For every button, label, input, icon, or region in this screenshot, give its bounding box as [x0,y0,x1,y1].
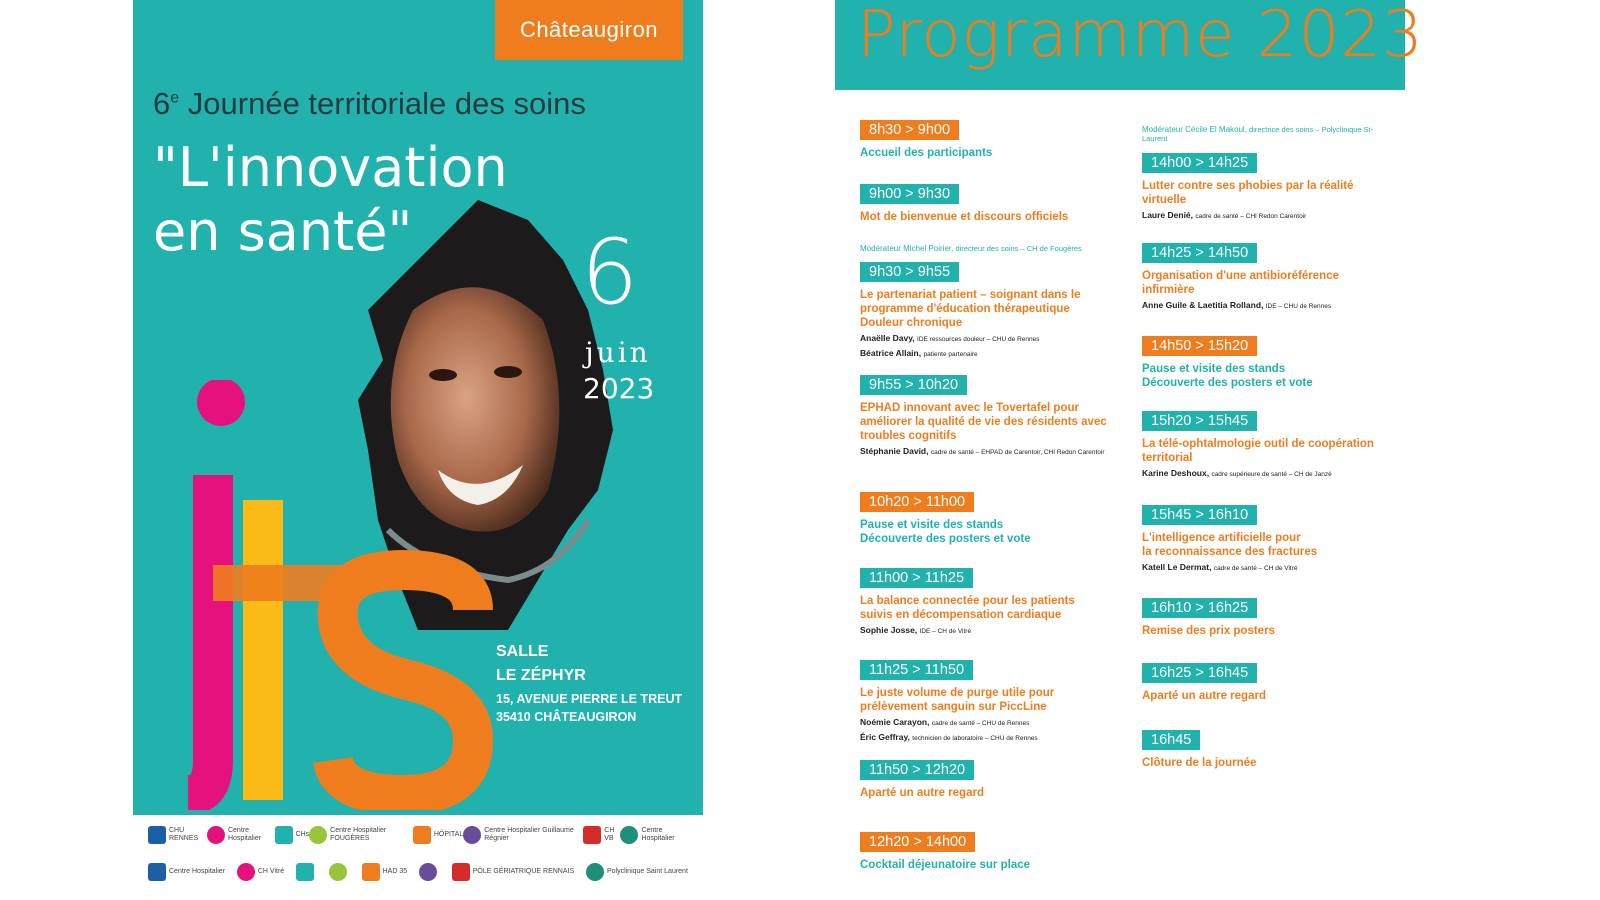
slot-time: 12h20 > 14h00 [860,832,975,852]
event-month: juin [585,336,651,369]
programme-slot [860,120,1110,160]
slot-speaker: Anaëlle Davy, IDE ressources douleur – CHU de Rennes [860,333,1040,343]
slot-speaker: Sophie Josse, IDE – CH de Vitré [860,625,972,635]
slot-time: 16h25 > 16h45 [1142,663,1257,683]
partner-logo-icon [237,863,255,881]
slot-title: Aparté un autre regard [860,787,984,799]
programme-slot [860,262,1110,360]
slot-title: L'intelligence artificielle pour la reconnaissance des fractures [1142,532,1318,558]
event-year: 2023 [583,372,655,405]
slot-title: Pause et visite des stands Découverte des posters et vote [860,519,1031,545]
programme-slot [860,375,1110,458]
slot-speaker: Éric Geffray, technicien de laboratoire – CHU de Rennes [860,732,1038,742]
slot-title: Cocktail déjeunatoire sur place [860,859,1031,871]
slot-speaker: Béatrice Allain, patiente partenaire [860,348,978,358]
partner-logos-row-1 [148,823,688,847]
partner-logo-icon [329,863,347,881]
slot-time: 16h45 [1142,730,1200,750]
programme-slot [860,760,1110,800]
event-poster [133,0,703,815]
partner-logo-icon [148,863,166,881]
partner-logo [296,860,317,884]
jts-logo-art [173,380,503,810]
slot-time: 9h00 > 9h30 [860,184,959,204]
programme-slot [1142,336,1392,390]
slot-time: 8h30 > 9h00 [860,120,959,140]
partner-logo-icon [413,826,431,844]
partner-logo-icon [583,826,601,844]
slot-time: 9h30 > 9h55 [860,262,959,282]
slot-title: Accueil des participants [860,147,993,159]
slot-speaker: Noémie Carayon, cadre de santé – CHU de Rennes [860,717,1030,727]
partner-logo-icon [620,826,638,844]
slot-title: Remise des prix posters [1142,625,1275,637]
programme-slot [1142,411,1392,480]
partner-logos-row-2 [148,860,688,884]
programme-slot [860,184,1110,224]
partner-logo-icon [586,863,604,881]
programme-slot [1142,730,1392,770]
programme-title: Programme 2023 [857,0,1424,72]
slot-speaker: Katell Le Dermat, cadre de santé – CH de Vitré [1142,562,1298,572]
slot-time: 15h20 > 15h45 [1142,411,1257,431]
partner-logo-icon [207,826,225,844]
partner-logo-icon [463,826,481,844]
programme-slot [1142,663,1392,703]
slot-time: 14h50 > 15h20 [1142,336,1257,356]
slot-title: La balance connectée pour les patients suivis en décompensation cardiaque [860,595,1075,621]
slot-speaker: Karine Deshoux, cadre supérieure de santé – CH de Janzé [1142,468,1332,478]
event-name: 6e Journée territoriale des soins [153,86,586,121]
slot-title: Aparté un autre regard [1142,690,1266,702]
programme-slot [860,568,1110,637]
programme-slot [1142,243,1392,312]
partner-logo-icon [452,863,470,881]
programme-slot [860,492,1110,546]
programme-slot [1142,153,1392,222]
partner-logo: Polyclinique Saint Laurent [586,860,688,884]
slot-title: Lutter contre ses phobies par la réalité virtuelle [1142,180,1354,206]
partner-logo-icon [309,826,327,844]
slot-title: Pause et visite des stands Découverte des posters et vote [1142,363,1313,389]
slot-speaker: Anne Guile & Laetitia Rolland, IDE – CHU de Rennes [1142,300,1332,310]
city-tag: Châteaugiron [495,0,683,60]
slot-time: 11h00 > 11h25 [860,568,973,588]
partner-logo-icon [148,826,166,844]
partner-logo: HAD 35 [362,860,408,884]
moderator-afternoon: Modérateur Cécile El Makoul, directrice des soins – Polyclinique St-Laurent [1142,125,1374,143]
partner-logo: CHs [275,823,310,847]
programme-slot [860,660,1110,744]
partner-logo: Centre Hospitalier FOUGÈRES [309,823,413,847]
slot-title: Le juste volume de purge utile pour prélèvement sanguin sur PiccLine [860,687,1055,713]
partner-logo-icon [362,863,380,881]
partner-logo [329,860,350,884]
slot-time: 14h25 > 14h50 [1142,243,1257,263]
partner-logo: PÔLE GÉRIATRIQUE RENNAIS [452,860,574,884]
programme-slot [1142,505,1392,574]
partner-logo: HÔPITAL [413,823,463,847]
venue-address: 15, AVENUE PIERRE LE TREUT 35410 CHÂTEAUGIRON [496,692,683,724]
slot-title: Le partenariat patient – soignant dans le programme d'éducation thérapeutique Douleur chronique [860,289,1081,329]
slot-title: La télé-ophtalmologie outil de coopération territorial [1142,438,1374,464]
slot-title: Organisation d'une antibioréférence infirmière [1142,270,1339,296]
partner-logo: CH Vitré [237,860,284,884]
slot-time: 10h20 > 11h00 [860,492,974,512]
event-day: 6 [581,220,639,325]
slot-time: 9h55 > 10h20 [860,375,967,395]
programme-slot [860,832,1110,872]
partner-logo: CHU RENNES [148,823,207,847]
slot-speaker: Laure Denié, cadre de santé – CHI Redon Carentoir [1142,210,1307,220]
partner-logo: Centre Hospitalier [148,860,225,884]
partner-logo: Centre Hospitalier [620,823,688,847]
slot-time: 15h45 > 16h10 [1142,505,1257,525]
slot-time: 11h50 > 12h20 [860,760,974,780]
partner-logo-icon [419,863,437,881]
programme-slot [1142,598,1392,638]
partner-logo [419,860,440,884]
programme-header [835,0,1424,90]
event-theme: "L'innovation en santé" [153,136,508,263]
venue-name: SALLE LE ZÉPHYR [496,643,586,684]
partner-logo: CH VB [583,823,620,847]
slot-title: EPHAD innovant avec le Tovertafel pour améliorer la qualité de vie des résidents avec troubles cognitifs [860,402,1107,442]
slot-title: Clôture de la journée [1142,757,1257,769]
slot-time: 11h25 > 11h50 [860,660,973,680]
moderator-morning: Modérateur Michel Poirier, directeur des soins – CH de Fougères [860,244,1082,253]
slot-time: 14h00 > 14h25 [1142,153,1257,173]
partner-logo-icon [275,826,293,844]
slot-time: 16h10 > 16h25 [1142,598,1257,618]
partner-logo: Centre Hospitalier [207,823,275,847]
slot-title: Mot de bienvenue et discours officiels [860,211,1069,223]
partner-logo-icon [296,863,314,881]
slot-speaker: Stéphanie David, cadre de santé – EHPAD de Carentoir, CHI Redon Carentoir [860,446,1105,456]
partner-logo: Centre Hospitalier Guillaume Régnier [463,823,583,847]
